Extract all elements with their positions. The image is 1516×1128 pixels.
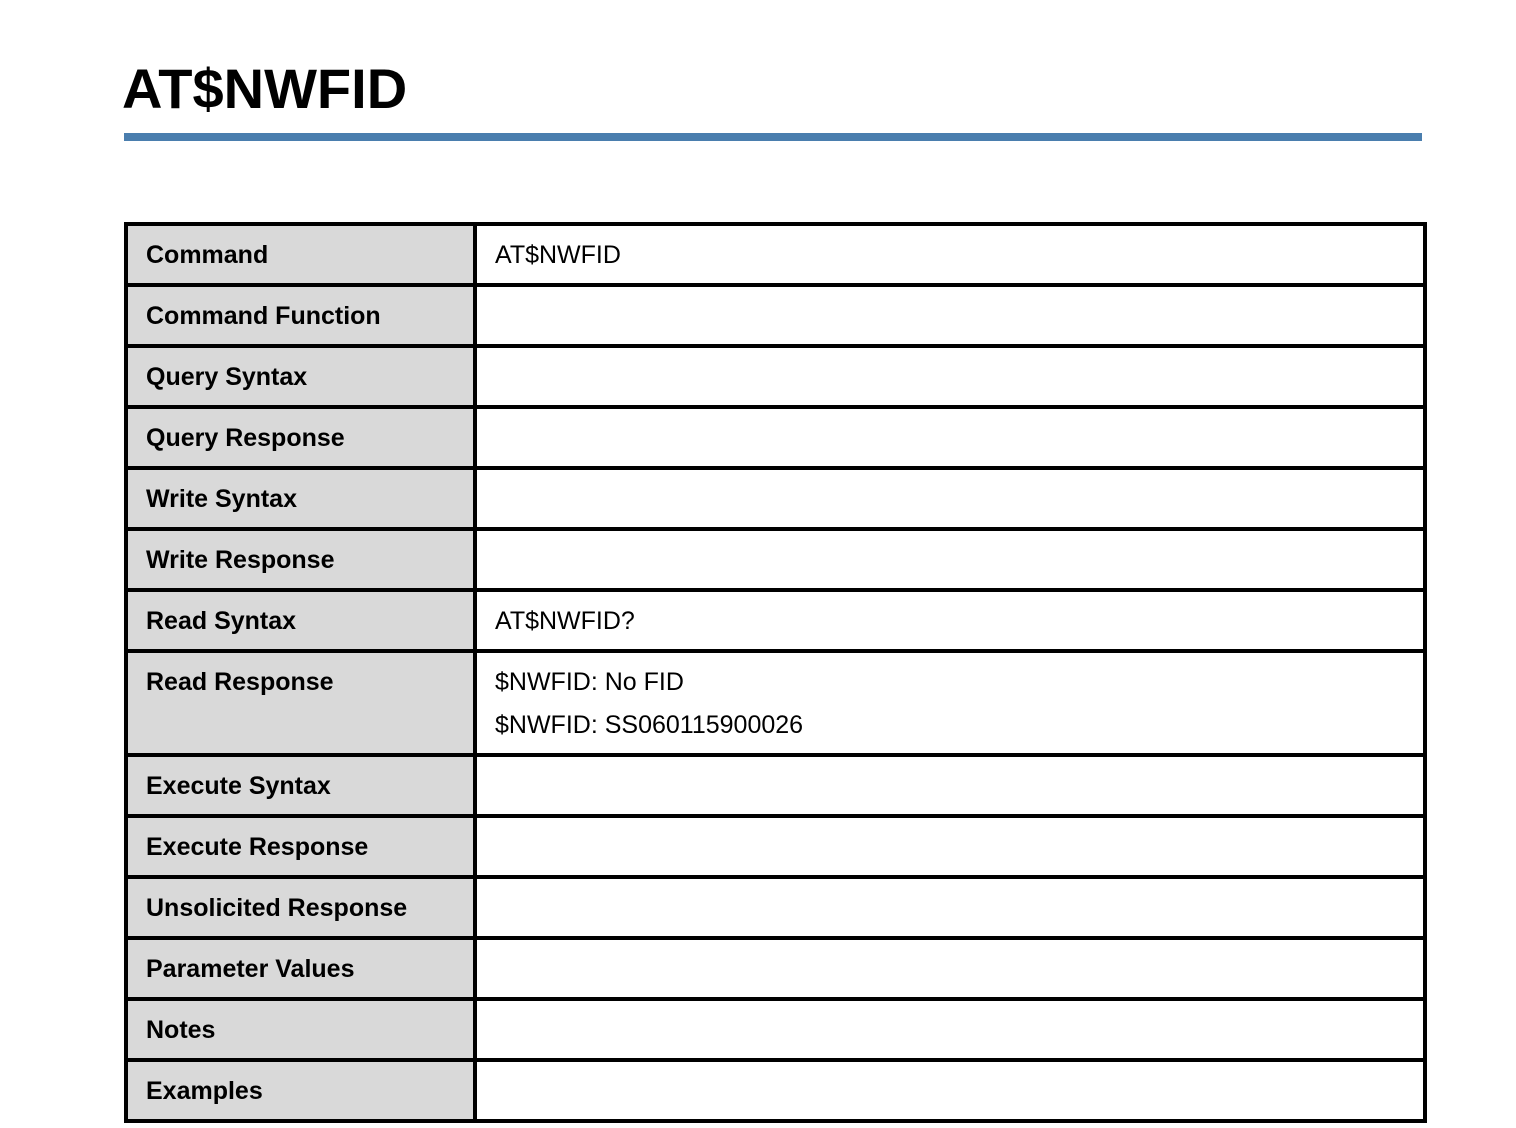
row-value-cell <box>475 590 1425 651</box>
table-row <box>126 529 1425 590</box>
title-divider-rule <box>124 133 1422 141</box>
value-lines <box>495 605 1405 637</box>
row-value-cell <box>475 816 1425 877</box>
row-label-cell: Parameter Values <box>126 938 475 999</box>
command-reference-table <box>124 222 1427 1123</box>
table-row <box>126 816 1425 877</box>
value-lines <box>495 666 1405 741</box>
table-row <box>126 1060 1425 1121</box>
cell-line: AT$NWFID? <box>495 607 635 635</box>
row-label-cell: Execute Response <box>126 816 475 877</box>
row-label-cell: Read Response <box>126 651 475 755</box>
table-row <box>126 877 1425 938</box>
row-label-cell: Examples <box>126 1060 475 1121</box>
table-row <box>126 651 1425 755</box>
row-label-cell: Read Syntax <box>126 590 475 651</box>
row-label-cell: Command <box>126 224 475 285</box>
table-row <box>126 999 1425 1060</box>
row-value-cell <box>475 651 1425 755</box>
page-title: AT$NWFID <box>122 57 408 120</box>
row-label-cell: Query Response <box>126 407 475 468</box>
table-row <box>126 346 1425 407</box>
row-value-cell <box>475 224 1425 285</box>
row-label-cell: Command Function <box>126 285 475 346</box>
table-row <box>126 468 1425 529</box>
row-value-cell <box>475 999 1425 1060</box>
command-table-body <box>126 224 1425 1121</box>
row-label-cell: Query Syntax <box>126 346 475 407</box>
value-lines <box>495 239 1405 271</box>
cell-line: $NWFID: SS060115900026 <box>495 711 804 739</box>
row-label-cell: Unsolicited Response <box>126 877 475 938</box>
row-label-cell: Write Response <box>126 529 475 590</box>
row-label-cell: Notes <box>126 999 475 1060</box>
row-value-cell <box>475 468 1425 529</box>
row-value-cell <box>475 407 1425 468</box>
row-value-cell <box>475 1060 1425 1121</box>
row-value-cell <box>475 938 1425 999</box>
row-value-cell <box>475 346 1425 407</box>
row-label-cell: Write Syntax <box>126 468 475 529</box>
row-value-cell <box>475 877 1425 938</box>
cell-line: $NWFID: No FID <box>495 668 684 696</box>
row-value-cell <box>475 755 1425 816</box>
row-label-cell: Execute Syntax <box>126 755 475 816</box>
row-value-cell <box>475 529 1425 590</box>
table-row <box>126 755 1425 816</box>
row-value-cell <box>475 285 1425 346</box>
table-row <box>126 285 1425 346</box>
table-row <box>126 938 1425 999</box>
table-row <box>126 224 1425 285</box>
table-row <box>126 590 1425 651</box>
table-row <box>126 407 1425 468</box>
cell-line: AT$NWFID <box>495 241 621 269</box>
